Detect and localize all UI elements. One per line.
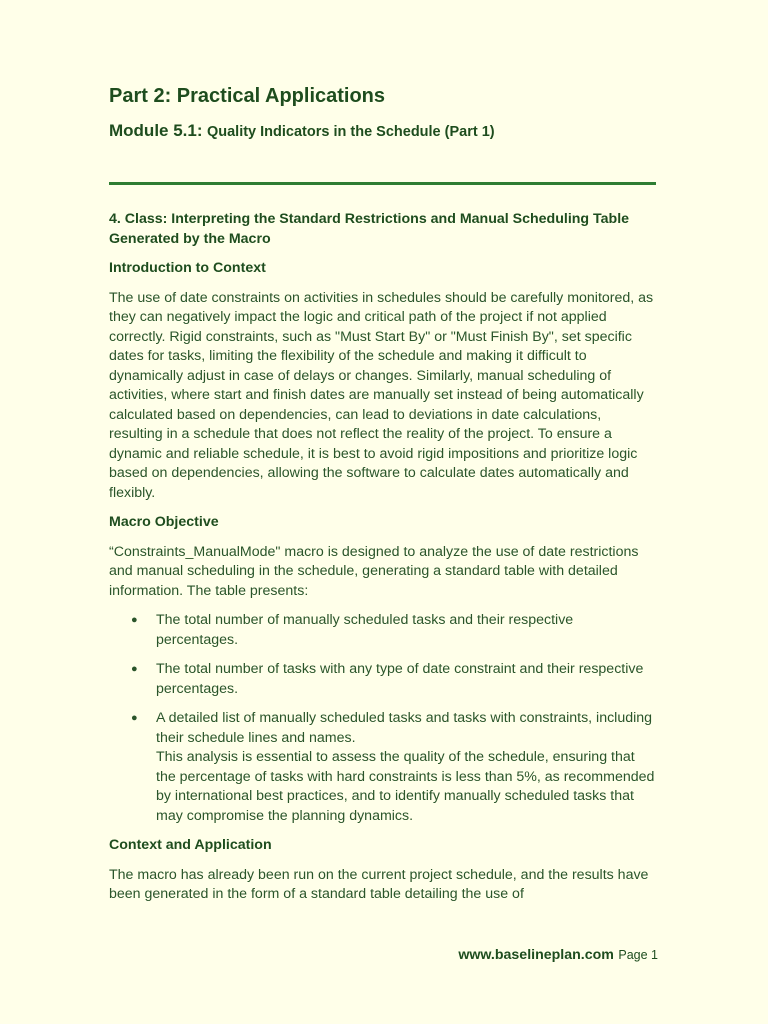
page-footer bbox=[458, 946, 658, 964]
list-item-text: The total number of manually scheduled tasks and their respective percentages. bbox=[156, 612, 574, 648]
list-item-text: The total number of tasks with any type of date constraint and their respective percentages. bbox=[156, 661, 644, 697]
module-subtitle: Quality Indicators in the Schedule (Part 1) bbox=[206, 124, 495, 140]
header-divider bbox=[109, 182, 656, 185]
objective-heading: Macro Objective bbox=[109, 514, 219, 530]
context-heading: Context and Application bbox=[109, 837, 272, 853]
bullet-dot-icon: ● bbox=[131, 712, 138, 724]
module-label: Module 5.1: bbox=[109, 121, 203, 140]
list-item-continuation: This analysis is essential to assess the quality of the schedule, ensuring that the percentage of tasks with hard constraints is less than 5%, as recommended by international best practices, and to identify manually scheduled tasks that may compromise the planning dynamics. bbox=[156, 749, 655, 824]
list-item bbox=[109, 660, 657, 699]
module-title bbox=[109, 121, 495, 141]
objective-list bbox=[109, 611, 657, 826]
class-title: 4. Class: Interpreting the Standard Restrictions and Manual Scheduling Table Generated by the Macro bbox=[109, 211, 630, 247]
context-paragraph: The macro has already been run on the current project schedule, and the results have been generated in the form of a standard table detailing the use of bbox=[109, 866, 649, 902]
part-title: Part 2: Practical Applications bbox=[109, 85, 386, 107]
page-number: Page 1 bbox=[618, 948, 658, 962]
intro-heading: Introduction to Context bbox=[109, 260, 266, 276]
objective-paragraph: “Constraints_ManualMode" macro is designed to analyze the use of date restrictions and manual scheduling in the schedule, generating a standard table with detailed information. The table presents: bbox=[109, 543, 639, 599]
list-item bbox=[109, 709, 657, 826]
document-body bbox=[109, 210, 657, 915]
bullet-dot-icon: ● bbox=[131, 614, 138, 626]
list-item bbox=[109, 611, 657, 650]
website-link[interactable]: www.baselineplan.com bbox=[458, 947, 614, 963]
intro-paragraph: The use of date constraints on activities in schedules should be carefully monitored, as they can negatively impact the logic and critical path of the project if not applied correctly. Rigid constraints, such as "Must Start By" or "Must Finish By", set specific dates for tasks, limiting the flexibility of the schedule and making it difficult to dynamically adjust in case of delays or changes. Similarly, manual scheduling of activities, where start and finish dates are manually set instead of being automatically calculated based on dependencies, can lead to deviations in date calculations, resulting in a schedule that does not reflect the reality of the project. To ensure a dynamic and reliable schedule, it is best to avoid rigid impositions and prioritize logic based on dependencies, allowing the software to calculate dates automatically and flexibly. bbox=[109, 289, 654, 501]
bullet-dot-icon: ● bbox=[131, 663, 138, 675]
list-item-text: A detailed list of manually scheduled tasks and tasks with constraints, including their schedule lines and names. bbox=[156, 710, 653, 746]
